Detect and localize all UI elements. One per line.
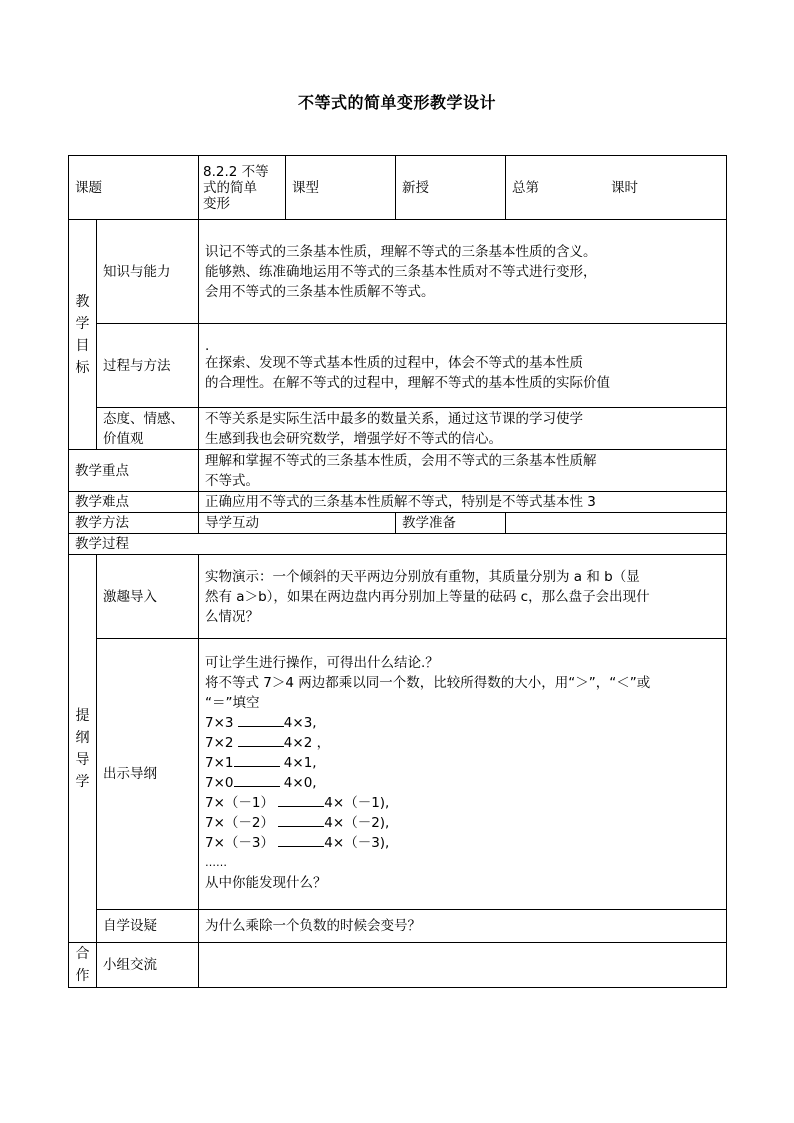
outline-group-label <box>69 555 97 943</box>
course-value-line: 式的简单 <box>203 179 257 196</box>
difficulty-label: 教学难点 <box>69 492 199 513</box>
course-value-line: 8.2.2 不等 <box>203 163 269 180</box>
method-row <box>69 513 727 534</box>
answer-blank[interactable] <box>234 754 280 767</box>
process-line: 的合理性。在解不等式的过程中，理解不等式的基本性质的实际价值 <box>205 374 610 391</box>
prep-label: 教学准备 <box>396 513 506 534</box>
group-char: 学 <box>75 773 90 790</box>
answer-blank[interactable] <box>234 774 280 787</box>
show-task-line: 将不等式 7＞4 两边都乘以同一个数，比较所得数的大小，用“＞”，“＜”或 <box>205 675 651 691</box>
exercise-row <box>205 833 722 853</box>
knowledge-label: 知识与能力 <box>97 220 199 324</box>
exercise-right: 4×0, <box>283 775 317 791</box>
knowledge-content <box>199 220 727 324</box>
total-period-cell <box>506 156 727 220</box>
attitude-label <box>97 408 199 450</box>
key-point-line: 不等式。 <box>205 472 259 489</box>
exercise-right: 4×2 ， <box>283 735 331 751</box>
answer-blank[interactable] <box>278 814 324 827</box>
key-point-content <box>199 450 727 492</box>
exercise-right: 4×（－2), <box>324 815 390 831</box>
process-label-row <box>69 534 727 555</box>
intro-line: 么情况？ <box>205 608 259 625</box>
exercise-row <box>205 773 722 793</box>
process-dot: . <box>205 337 210 354</box>
knowledge-line: 能够熟、练准确地运用不等式的三条基本性质对不等式进行变形， <box>205 263 597 280</box>
lesson-plan-table <box>68 155 727 988</box>
course-label: 课题 <box>69 156 199 220</box>
group-char: 导 <box>75 751 90 768</box>
group-char: 目 <box>75 337 90 354</box>
period-label: 课时 <box>611 179 638 196</box>
exercise-left: 7×0 <box>205 775 234 791</box>
process-method-label: 过程与方法 <box>97 324 199 408</box>
answer-blank[interactable] <box>278 834 324 847</box>
process-line: 在探索、发现不等式基本性质的过程中，体会不等式的基本性质 <box>205 354 583 371</box>
page-title: 不等式的简单变形教学设计 <box>297 93 496 112</box>
intro-label: 激趣导入 <box>97 555 199 639</box>
exercise-row <box>205 753 722 773</box>
objectives-process-row <box>69 324 727 408</box>
objectives-knowledge-row <box>69 220 727 324</box>
exercise-left: 7×2 <box>205 735 234 751</box>
teaching-process-label: 教学过程 <box>69 534 727 555</box>
key-point-line: 理解和掌握不等式的三条基本性质，会用不等式的三条基本性质解 <box>205 452 597 469</box>
knowledge-line: 会用不等式的三条基本性质解不等式。 <box>205 283 435 300</box>
attitude-line: 生感到我也会研究数学，增强学好不等式的信心。 <box>205 430 502 447</box>
key-point-row <box>69 450 727 492</box>
show-outline-content <box>199 639 727 910</box>
exercise-left: 7×3 <box>205 715 234 731</box>
objectives-attitude-row <box>69 408 727 450</box>
intro-line: 实物演示：一个倾斜的天平两边分别放有重物，其质量分别为 a 和 b（显 <box>205 568 640 585</box>
cooperation-group-label <box>69 943 97 988</box>
course-value-line: 变形 <box>203 195 230 212</box>
group-char: 作 <box>75 968 90 984</box>
difficulty-row <box>69 492 727 513</box>
intro-row <box>69 555 727 639</box>
group-char: 提 <box>75 707 90 724</box>
group-discussion-content <box>199 943 727 988</box>
knowledge-line: 识记不等式的三条基本性质，理解不等式的三条基本性质的含义。 <box>205 243 597 260</box>
method-label: 教学方法 <box>69 513 199 534</box>
exercise-row <box>205 793 722 813</box>
answer-blank[interactable] <box>238 734 284 747</box>
exercise-row <box>205 813 722 833</box>
show-outline-row <box>69 639 727 910</box>
method-value: 导学互动 <box>199 513 396 534</box>
exercise-right: 4×（－1), <box>324 795 390 811</box>
attitude-label-line: 态度、情感、 <box>103 410 184 427</box>
exercise-left: 7×（－1） <box>205 795 274 811</box>
type-value: 新授 <box>396 156 506 220</box>
process-method-content <box>199 324 727 408</box>
answer-blank[interactable] <box>238 714 284 727</box>
show-outline-label: 出示导纲 <box>97 639 199 910</box>
answer-blank[interactable] <box>278 794 324 807</box>
show-intro-line: 可让学生进行操作，可得出什么结论.？ <box>205 655 439 671</box>
total-label: 总第 <box>512 179 539 196</box>
exercise-left: 7×1 <box>205 755 234 771</box>
attitude-label-line: 价值观 <box>103 430 144 447</box>
exercise-row <box>205 733 722 753</box>
exercise-left: 7×（－3） <box>205 835 274 851</box>
exercise-right: 4×3, <box>283 715 317 731</box>
objectives-group-label <box>69 220 97 450</box>
difficulty-content: 正确应用不等式的三条基本性质解不等式，特别是不等式基本性 3 <box>199 492 727 513</box>
exercise-right: 4×（－3), <box>324 835 390 851</box>
self-study-row <box>69 910 727 943</box>
cooperation-row <box>69 943 727 988</box>
show-task-line: “＝”填空 <box>205 695 260 711</box>
header-row <box>69 156 727 220</box>
ellipsis: …… <box>205 856 227 869</box>
attitude-line: 不等关系是实际生活中最多的数量关系，通过这节课的学习使学 <box>205 410 583 427</box>
type-label: 课型 <box>286 156 396 220</box>
self-study-content: 为什么乘除一个负数的时候会变号？ <box>199 910 727 943</box>
attitude-content <box>199 408 727 450</box>
key-point-label: 教学重点 <box>69 450 199 492</box>
group-char: 纲 <box>75 729 90 746</box>
exercise-left: 7×（－2） <box>205 815 274 831</box>
prep-value <box>506 513 727 534</box>
self-study-label: 自学设疑 <box>97 910 199 943</box>
group-char: 学 <box>75 315 90 332</box>
group-char: 标 <box>75 359 90 376</box>
exercise-right: 4×1, <box>283 755 317 771</box>
course-value <box>199 156 286 220</box>
group-char: 教 <box>75 293 90 310</box>
intro-line: 然有 a＞b），如果在两边盘内再分别加上等量的砝码 c，那么盘子会出现什 <box>205 588 650 605</box>
intro-content <box>199 555 727 639</box>
discover-line: 从中你能发现什么？ <box>205 875 327 891</box>
group-discussion-label: 小组交流 <box>97 943 199 988</box>
exercise-row <box>205 713 722 733</box>
group-char: 合 <box>75 946 90 962</box>
